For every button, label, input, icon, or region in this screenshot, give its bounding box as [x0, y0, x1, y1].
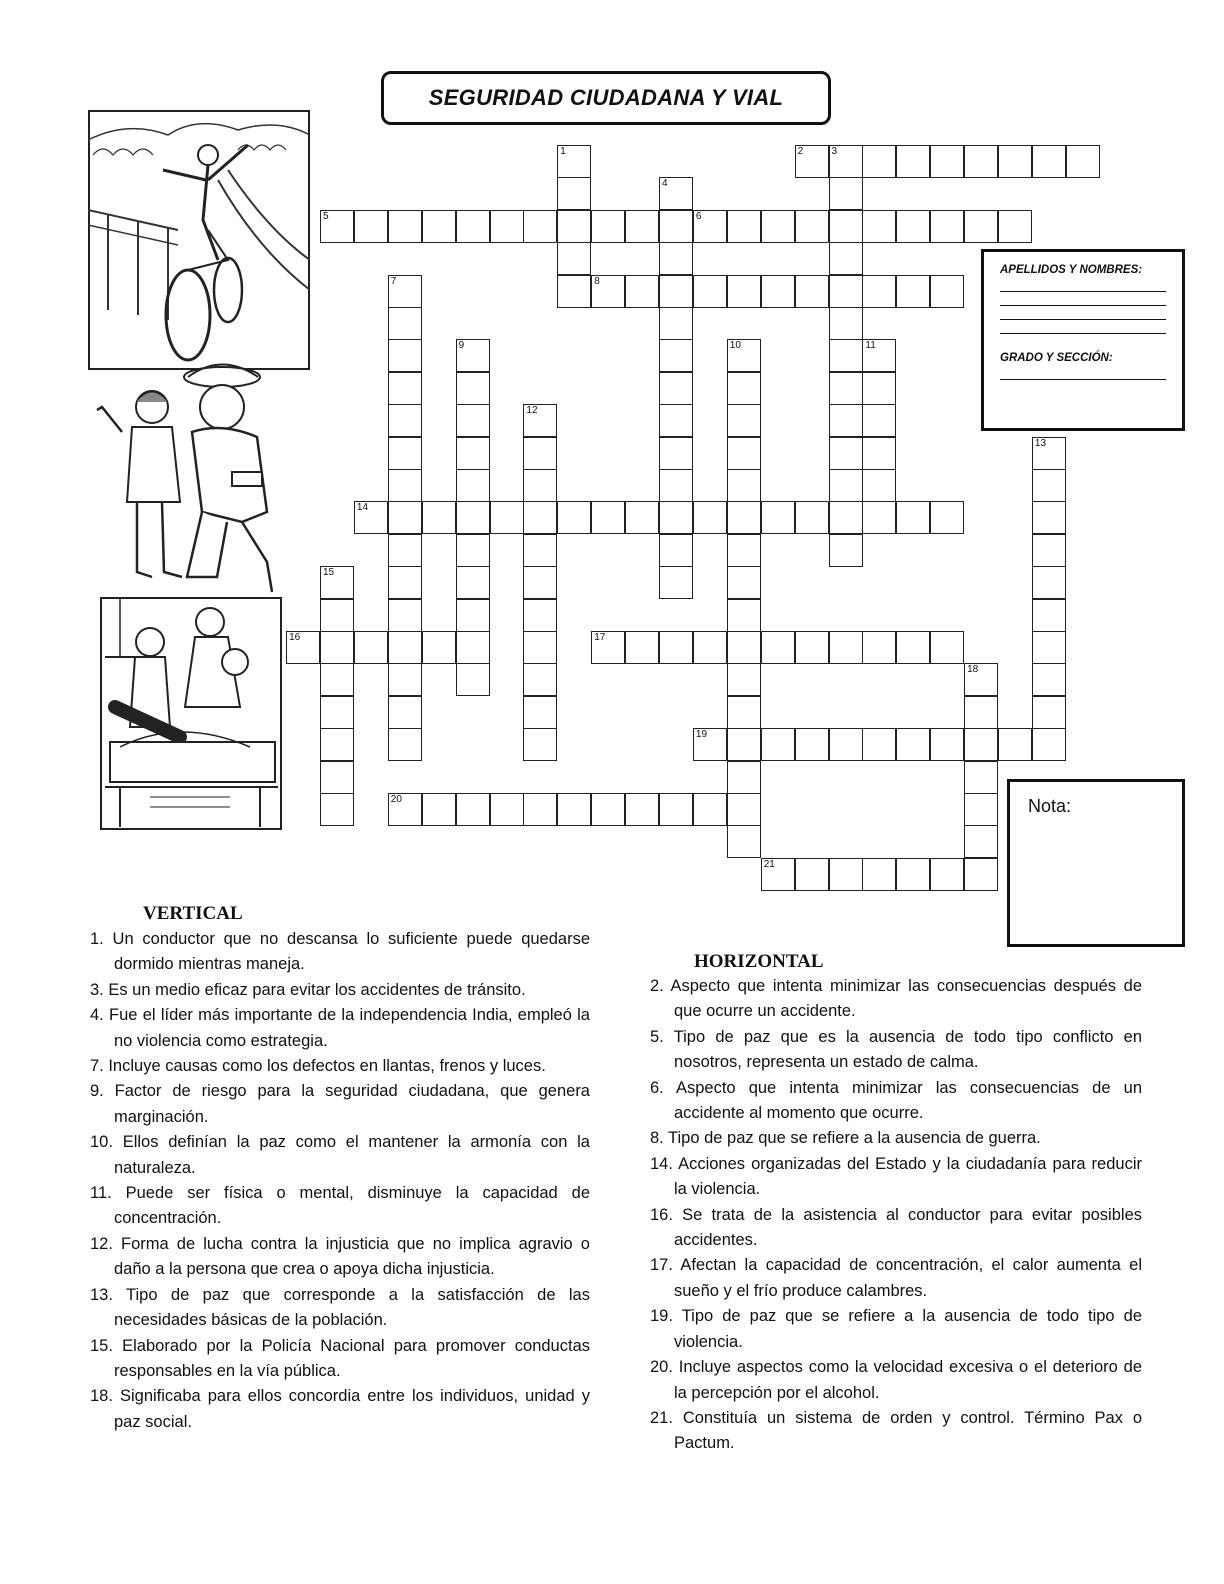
clue-number: 3 [831, 146, 838, 157]
crossword-cell[interactable] [829, 631, 863, 664]
crossword-cell[interactable] [930, 728, 964, 761]
crossword-cell[interactable] [625, 501, 659, 534]
crossword-cell[interactable] [727, 696, 761, 729]
vertical-clues [90, 927, 590, 1435]
crossword-cell[interactable] [388, 534, 422, 567]
crossword-cell[interactable] [761, 858, 795, 891]
crossword-cell[interactable] [896, 631, 930, 664]
hospital-illustration-icon [100, 597, 282, 830]
clue-item: 11. Puede ser física o mental, disminuye la capacidad de concentración. [90, 1184, 590, 1228]
crossword-cell[interactable] [320, 663, 354, 696]
crossword-cell[interactable] [422, 793, 456, 826]
crossword-cell[interactable] [727, 663, 761, 696]
crossword-cell[interactable] [456, 372, 490, 405]
crossword-cell[interactable] [998, 210, 1032, 243]
crossword-cell[interactable] [659, 177, 693, 210]
clue-item: 19. Tipo de paz que se refiere a la ausencia de todo tipo de violencia. [650, 1307, 1142, 1351]
crossword-cell[interactable] [490, 501, 524, 534]
crossword-cell[interactable] [557, 210, 591, 243]
crossword-cell[interactable] [456, 339, 490, 372]
crossword-cell[interactable] [659, 469, 693, 502]
clue-item: 18. Significaba para ellos concordia entre los individuos, unidad y paz social. [90, 1387, 590, 1431]
clue-item: 15. Elaborado por la Policía Nacional para promover conductas responsables en la vía pública. [90, 1336, 590, 1380]
crossword-cell[interactable] [388, 404, 422, 437]
crossword-cell[interactable] [659, 566, 693, 599]
crossword-cell[interactable] [930, 858, 964, 891]
crossword-cell[interactable] [1066, 145, 1100, 178]
crossword-cell[interactable] [388, 437, 422, 470]
clue-item: 13. Tipo de paz que corresponde a la satisfacción de las necesidades básicas de la población. [90, 1285, 590, 1330]
clue-number: 9 [458, 340, 465, 352]
clue-item: 4. Fue el líder más importante de la independencia India, empleó la no violencia como estrategia. [90, 1006, 590, 1050]
crossword-cell[interactable] [591, 275, 625, 308]
crossword-cell[interactable] [727, 599, 761, 632]
crossword-cell[interactable] [456, 566, 490, 599]
crossword-cell[interactable] [422, 631, 456, 664]
crossword-cell[interactable] [896, 858, 930, 891]
crossword-cell[interactable] [862, 404, 896, 437]
crossword-cell[interactable] [456, 599, 490, 632]
crossword-cell[interactable] [964, 663, 998, 696]
names-label: APELLIDOS Y NOMBRES: [1000, 264, 1143, 276]
crossword-cell[interactable] [896, 501, 930, 534]
nota-label: Nota: [1028, 796, 1072, 816]
crossword-cell[interactable] [727, 275, 761, 308]
crossword-cell[interactable] [659, 210, 693, 243]
crossword-cell[interactable] [388, 210, 422, 243]
clue-item: 6. Aspecto que intenta minimizar las consecuencias de un accidente al momento que ocurre. [650, 1078, 1142, 1123]
grade-label: GRADO Y SECCIÓN: [1000, 352, 1113, 364]
crossword-cell[interactable] [727, 404, 761, 437]
crossword-cell[interactable] [659, 404, 693, 437]
crossword-cell[interactable] [727, 631, 761, 664]
crossword-cell[interactable] [693, 210, 727, 243]
crossword-cell[interactable] [862, 501, 896, 534]
crossword-cell[interactable] [1032, 501, 1066, 534]
horizontal-heading: HORIZONTAL [694, 951, 824, 972]
crossword-cell[interactable] [388, 469, 422, 502]
crossword-cell[interactable] [727, 469, 761, 502]
crossword-cell[interactable] [761, 275, 795, 308]
crossword-cell[interactable] [829, 534, 863, 567]
crossword-cell[interactable] [557, 242, 591, 275]
clue-item: 12. Forma de lucha contra la injusticia que no implica agravio o daño a la persona que crea o apoya dicha injusticia. [90, 1234, 590, 1279]
clue-item: 14. Acciones organizadas del Estado y la ciudadanía para reducir la violencia. [650, 1154, 1142, 1199]
crossword-cell[interactable] [1032, 145, 1066, 178]
crossword-cell[interactable] [456, 793, 490, 826]
crossword-cell[interactable] [693, 275, 727, 308]
crossword-cell[interactable] [964, 793, 998, 826]
crossword-cell[interactable] [829, 242, 863, 275]
clue-number: 13 [1034, 437, 1047, 449]
crossword-cell[interactable] [523, 728, 557, 761]
crossword-cell[interactable] [320, 793, 354, 826]
crossword-cell[interactable] [829, 858, 863, 891]
clue-number: 11 [865, 340, 876, 352]
crossword-cell[interactable] [591, 793, 625, 826]
crossword-cell[interactable] [1032, 631, 1066, 664]
crossword-cell[interactable] [388, 566, 422, 599]
crossword-cell[interactable] [964, 761, 998, 794]
crossword-cell[interactable] [523, 404, 557, 437]
crossword-cell[interactable] [388, 307, 422, 340]
crossword-cell[interactable] [320, 728, 354, 761]
crossword-cell[interactable] [930, 631, 964, 664]
crossword-cell[interactable] [795, 728, 829, 761]
crossword-cell[interactable] [761, 631, 795, 664]
crossword-cell[interactable] [896, 275, 930, 308]
crossword-cell[interactable] [625, 631, 659, 664]
crossword-cell[interactable] [557, 177, 591, 210]
vertical-heading: VERTICAL [143, 903, 243, 924]
crossword-cell[interactable] [523, 631, 557, 664]
crossword-cell[interactable] [456, 501, 490, 534]
crossword-cell[interactable] [829, 339, 863, 372]
clue-number: 18 [967, 664, 979, 676]
clue-number: 20 [390, 794, 402, 805]
crossword-cell[interactable] [422, 501, 456, 534]
crossword-cell[interactable] [388, 501, 422, 534]
crossword-cell[interactable] [862, 728, 896, 761]
crossword-cell[interactable] [388, 663, 422, 696]
crossword-cell[interactable] [591, 210, 625, 243]
crossword-cell[interactable] [862, 631, 896, 664]
clue-number: 14 [356, 502, 369, 514]
crossword-cell[interactable] [829, 372, 863, 405]
crossword-cell[interactable] [1032, 696, 1066, 729]
clue-number: 8 [594, 275, 600, 287]
crossword-cell[interactable] [761, 501, 795, 534]
crossword-cell[interactable] [964, 145, 998, 178]
crossword-cell[interactable] [862, 145, 896, 178]
clue-number: 4 [662, 178, 668, 190]
crossword-cell[interactable] [523, 534, 557, 567]
crossword-cell[interactable] [862, 372, 896, 405]
crossword-cell[interactable] [388, 275, 422, 308]
clue-item: 10. Ellos definían la paz como el mantener la armonía con la naturaleza. [90, 1133, 590, 1177]
crossword-cell[interactable] [1032, 566, 1066, 599]
crossword-cell[interactable] [523, 793, 557, 826]
crossword-cell[interactable] [1032, 469, 1066, 502]
clue-number: 7 [390, 275, 397, 287]
title-box [381, 71, 831, 125]
crossword-cell[interactable] [1032, 599, 1066, 632]
crossword-cell[interactable] [659, 501, 693, 534]
clue-item: 16. Se trata de la asistencia al conductor para evitar posibles accidentes. [650, 1205, 1142, 1250]
crossword-cell[interactable] [1032, 437, 1066, 470]
clue-item: 5. Tipo de paz que es la ausencia de todo tipo conflicto en nosotros, representa un estado de calma. [650, 1027, 1142, 1072]
crossword-cell[interactable] [523, 469, 557, 502]
crossword-cell[interactable] [456, 210, 490, 243]
crossword-cell[interactable] [727, 437, 761, 470]
police-girl-illustration-icon [92, 362, 288, 602]
names-line[interactable] [1000, 278, 1166, 292]
crossword-cell[interactable] [727, 793, 761, 826]
crossword-cell[interactable] [795, 145, 829, 178]
crossword-cell[interactable] [659, 372, 693, 405]
clue-number: 21 [763, 858, 775, 870]
crossword-cell[interactable] [1032, 728, 1066, 761]
crossword-cell[interactable] [659, 339, 693, 372]
crossword-cell[interactable] [422, 210, 456, 243]
cyclist-illustration-icon [88, 110, 310, 370]
crossword-cell[interactable] [862, 858, 896, 891]
crossword-cell[interactable] [591, 631, 625, 664]
clue-item: 21. Constituía un sistema de orden y control. Término Pax o Pactum. [650, 1408, 1142, 1453]
crossword-cell[interactable] [456, 437, 490, 470]
crossword-cell[interactable] [388, 728, 422, 761]
clue-item: 1. Un conductor que no descansa lo suficiente puede quedarse dormido mientras maneja. [90, 930, 590, 974]
crossword-cell[interactable] [693, 728, 727, 761]
crossword-cell[interactable] [523, 210, 557, 243]
crossword-cell[interactable] [523, 599, 557, 632]
crossword-cell[interactable] [659, 307, 693, 340]
crossword-cell[interactable] [930, 145, 964, 178]
crossword-cell[interactable] [862, 469, 896, 502]
crossword-cell[interactable] [727, 728, 761, 761]
crossword-cell[interactable] [829, 728, 863, 761]
crossword-cell[interactable] [964, 825, 998, 858]
crossword-cell[interactable] [591, 501, 625, 534]
crossword-cell[interactable] [930, 501, 964, 534]
crossword-cell[interactable] [761, 728, 795, 761]
crossword-cell[interactable] [727, 372, 761, 405]
crossword-cell[interactable] [829, 501, 863, 534]
crossword-cell[interactable] [727, 566, 761, 599]
clue-item: 17. Afectan la capacidad de concentración, el calor aumenta el sueño y el frío produce calambres. [650, 1256, 1142, 1300]
crossword-cell[interactable] [320, 761, 354, 794]
crossword-cell[interactable] [964, 858, 998, 891]
crossword-cell[interactable] [456, 663, 490, 696]
clue-number: 15 [323, 567, 335, 579]
clue-number: 5 [323, 210, 329, 222]
clue-item: 7. Incluye causas como los defectos en llantas, frenos y luces. [90, 1057, 546, 1076]
crossword-cell[interactable] [354, 210, 388, 243]
crossword-cell[interactable] [693, 631, 727, 664]
crossword-cell[interactable] [320, 210, 354, 243]
clue-number: 19 [695, 729, 708, 741]
names-line[interactable] [1000, 292, 1166, 306]
clue-number: 12 [526, 405, 538, 417]
crossword-cell[interactable] [795, 210, 829, 243]
crossword-cell[interactable] [286, 631, 320, 664]
crossword-cell[interactable] [625, 275, 659, 308]
crossword-cell[interactable] [1032, 663, 1066, 696]
crossword-cell[interactable] [727, 339, 761, 372]
crossword-cell[interactable] [320, 566, 354, 599]
crossword-cell[interactable] [998, 728, 1032, 761]
crossword-cell[interactable] [795, 858, 829, 891]
grade-score-box[interactable] [1007, 779, 1185, 947]
crossword-cell[interactable] [388, 696, 422, 729]
crossword-cell[interactable] [862, 275, 896, 308]
crossword-cell[interactable] [523, 501, 557, 534]
crossword-cell[interactable] [490, 210, 524, 243]
grade-line[interactable] [1000, 366, 1166, 380]
crossword-cell[interactable] [388, 599, 422, 632]
crossword-cell[interactable] [557, 145, 591, 178]
names-line[interactable] [1000, 306, 1166, 320]
crossword-cell[interactable] [456, 404, 490, 437]
crossword-cell[interactable] [388, 793, 422, 826]
crossword-cell[interactable] [523, 437, 557, 470]
crossword-cell[interactable] [523, 663, 557, 696]
crossword-cell[interactable] [761, 210, 795, 243]
crossword-cell[interactable] [659, 631, 693, 664]
crossword-cell[interactable] [896, 728, 930, 761]
crossword-cell[interactable] [456, 631, 490, 664]
crossword-cell[interactable] [930, 275, 964, 308]
crossword-cell[interactable] [829, 275, 863, 308]
crossword-cell[interactable] [727, 825, 761, 858]
clue-number: 17 [594, 632, 606, 643]
crossword-cell[interactable] [490, 793, 524, 826]
crossword-cell[interactable] [659, 242, 693, 275]
crossword-cell[interactable] [693, 501, 727, 534]
crossword-cell[interactable] [727, 210, 761, 243]
crossword-cell[interactable] [930, 210, 964, 243]
crossword-cell[interactable] [829, 145, 863, 178]
crossword-cell[interactable] [557, 501, 591, 534]
clue-item: 20. Incluye aspectos como la velocidad excesiva o el deterioro de la percepción por el alcohol. [650, 1358, 1142, 1402]
crossword-cell[interactable] [693, 793, 727, 826]
crossword-cell[interactable] [659, 275, 693, 308]
clue-item: 8. Tipo de paz que se refiere a la ausencia de guerra. [650, 1129, 1041, 1148]
horizontal-clues [650, 974, 1142, 1457]
crossword-cell[interactable] [829, 177, 863, 210]
crossword-cell[interactable] [456, 469, 490, 502]
student-info-box [981, 249, 1185, 431]
crossword-cell[interactable] [557, 793, 591, 826]
crossword-cell[interactable] [625, 793, 659, 826]
crossword-cell[interactable] [829, 469, 863, 502]
crossword-cell[interactable] [829, 307, 863, 340]
crossword-cell[interactable] [964, 210, 998, 243]
crossword-cell[interactable] [795, 631, 829, 664]
crossword-cell[interactable] [862, 437, 896, 470]
crossword-cell[interactable] [388, 631, 422, 664]
crossword-cell[interactable] [964, 728, 998, 761]
crossword-cell[interactable] [896, 210, 930, 243]
page-title: SEGURIDAD CIUDADANA Y VIAL [428, 85, 784, 110]
crossword-cell[interactable] [388, 372, 422, 405]
crossword-cell[interactable] [320, 696, 354, 729]
crossword-cell[interactable] [795, 501, 829, 534]
crossword-cell[interactable] [625, 210, 659, 243]
clue-number: 1 [560, 146, 566, 157]
crossword-cell[interactable] [388, 339, 422, 372]
crossword-cell[interactable] [557, 275, 591, 308]
crossword-cell[interactable] [320, 631, 354, 664]
crossword-cell[interactable] [829, 210, 863, 243]
clue-number: 16 [289, 632, 301, 643]
clue-number: 10 [729, 340, 741, 352]
clue-item: 2. Aspecto que intenta minimizar las consecuencias después de que ocurre un accidente. [650, 977, 1142, 1021]
clue-number: 2 [797, 146, 804, 157]
crossword-cell[interactable] [456, 534, 490, 567]
crossword-cell[interactable] [659, 534, 693, 567]
names-line[interactable] [1000, 320, 1166, 334]
crossword-cell[interactable] [523, 566, 557, 599]
crossword-cell[interactable] [829, 437, 863, 470]
crossword-cell[interactable] [727, 761, 761, 794]
crossword-cell[interactable] [829, 404, 863, 437]
crossword-cell[interactable] [964, 696, 998, 729]
clue-number: 6 [695, 210, 702, 222]
crossword-cell[interactable] [659, 437, 693, 470]
crossword-cell[interactable] [998, 145, 1032, 178]
crossword-cell[interactable] [896, 145, 930, 178]
clue-item: 3. Es un medio eficaz para evitar los accidentes de tránsito. [90, 980, 526, 999]
crossword-cell[interactable] [659, 793, 693, 826]
crossword-cell[interactable] [1032, 534, 1066, 567]
crossword-cell[interactable] [354, 631, 388, 664]
crossword-cell[interactable] [523, 696, 557, 729]
crossword-cell[interactable] [320, 599, 354, 632]
crossword-cell[interactable] [727, 501, 761, 534]
crossword-cell[interactable] [795, 275, 829, 308]
clue-item: 9. Factor de riesgo para la seguridad ciudadana, que genera marginación. [90, 1082, 590, 1126]
crossword-cell[interactable] [354, 501, 388, 534]
crossword-cell[interactable] [862, 339, 896, 372]
crossword-cell[interactable] [862, 210, 896, 243]
crossword-cell[interactable] [727, 534, 761, 567]
